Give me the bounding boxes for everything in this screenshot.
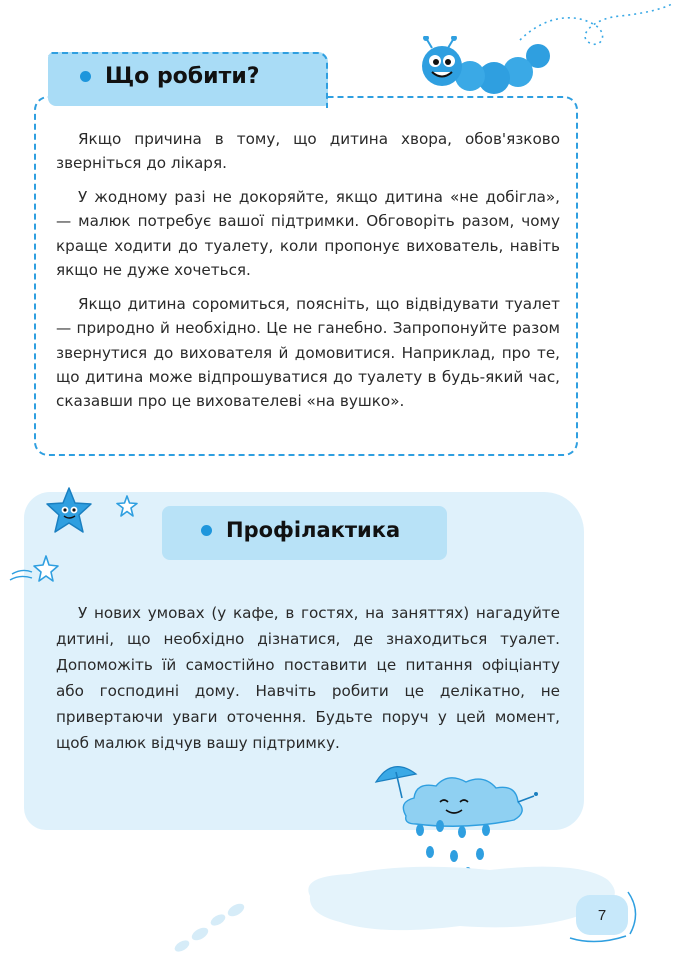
small-star-icon <box>8 554 60 590</box>
page-number: 7 <box>597 906 607 924</box>
section2-heading <box>201 518 400 542</box>
caterpillar-icon <box>418 36 558 102</box>
section2-title: Профілактика <box>226 518 401 542</box>
small-star-icon <box>116 495 138 517</box>
star-face-icon <box>44 486 94 536</box>
section1-heading <box>80 64 260 89</box>
section1-paragraph: Якщо причина в тому, що дитина хвора, обов'язково зверніться до лікаря. <box>56 130 560 173</box>
bullet-icon <box>80 71 91 82</box>
section1-paragraph: У жодному разі не докоряйте, якщо дитина «не добігла», — малюк потребує вашої підтримки. Обговоріть разом, чому краще ходити до туалету, коли пропонує вихователь, навіть якщо не дуже хочеться. <box>56 188 560 279</box>
section2-paragraph: У нових умовах (у кафе, в гостях, на заняттях) нагадуйте дитині, що необхідно дізнатися, де знаходиться туалет. Допоможіть їй самостійно поставити це питання офіціанту або господині дому. Навчіть робити це делікатно, не привертаючи уваги оточення. Будьте поруч у цей момент, щоб малюк відчув вашу підтримку. <box>56 604 560 752</box>
section1-paragraph: Якщо дитина соромиться, поясніть, що відвідувати туалет — природно й необхідно. Це не ганебно. Запропонуйте разом звернутися до вихователя й домовитися. Наприклад, про те, що дитина може відпрошуватися до туалету в будь-який час, сказавши про це вихователеві «на вушко». <box>56 295 560 411</box>
page-swoosh-decoration <box>566 888 642 946</box>
section1-title: Що робити? <box>105 64 260 89</box>
footprints-icon <box>166 896 256 960</box>
bullet-icon <box>201 525 212 536</box>
